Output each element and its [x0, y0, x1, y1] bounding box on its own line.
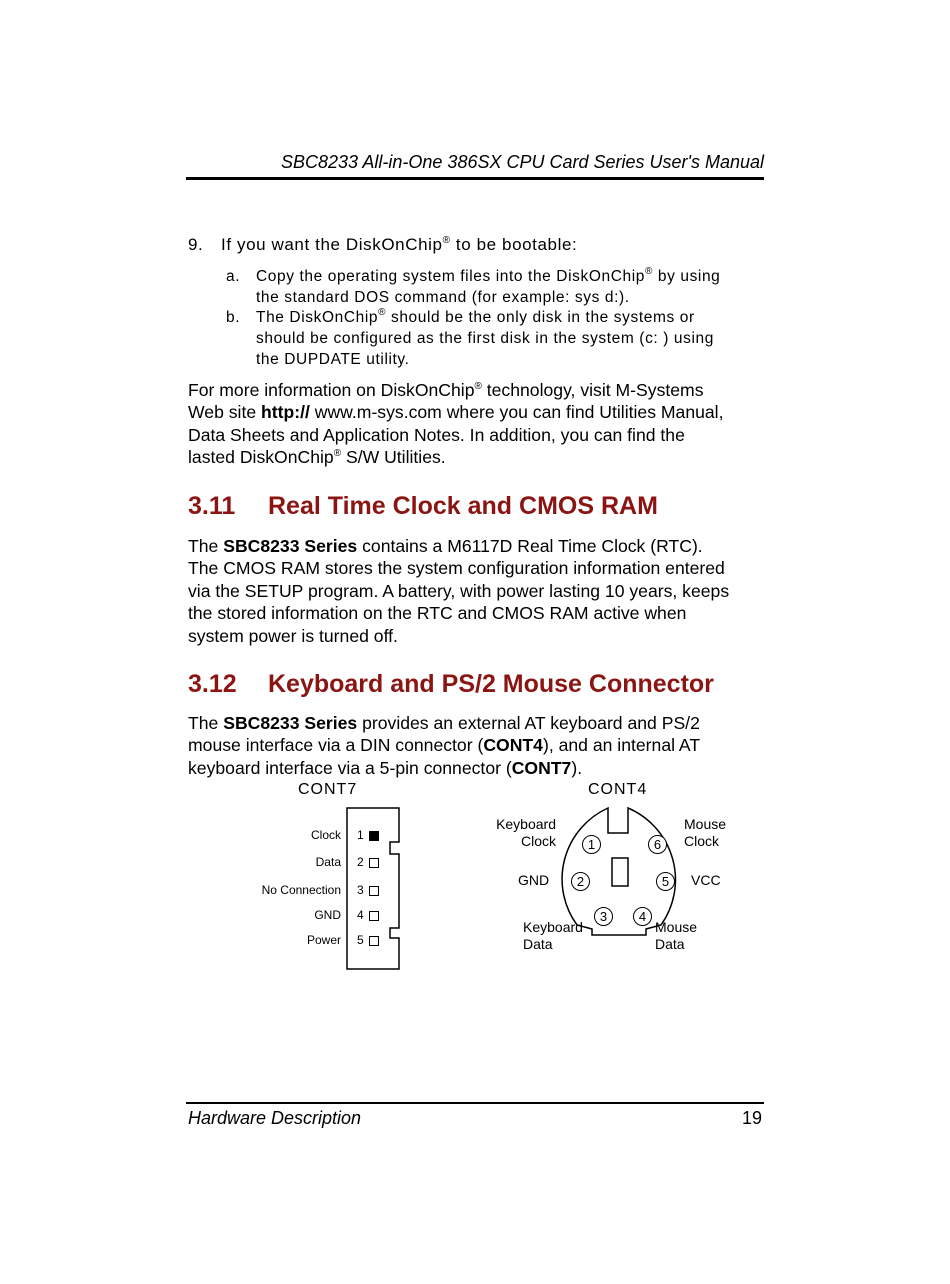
cont4-mouse-data-label: Mouse Data — [655, 919, 698, 952]
cont7-pin-4-pad — [369, 911, 379, 921]
cont4-pin-3: 3 — [594, 907, 613, 926]
section-3-11-heading: 3.11 Real Time Clock and CMOS RAM — [188, 492, 658, 520]
cont4-pin-5: 5 — [656, 872, 675, 891]
cont7-pin-2-pad — [369, 858, 379, 868]
section-3-12-body: The SBC8233 Series provides an external AT keyboard and PS/2 mouse interface via a DIN connector (CONT4), and an internal AT keyboard interface via a 5-pin connector (CONT7). — [188, 713, 701, 778]
cont7-pin-2-number: 2 — [357, 855, 364, 869]
cont4-gnd-label: GND — [518, 872, 550, 888]
cont4-pin-4: 4 — [633, 907, 652, 926]
cont4-vcc-label: VCC — [691, 872, 721, 888]
cont7-title: CONT7 — [298, 781, 358, 798]
cont4-pin-6: 6 — [648, 835, 667, 854]
header-rule — [186, 177, 764, 180]
diskonchip-info-paragraph: For more information on DiskOnChip® technology, visit M-Systems Web site http:// www.m-sys.com where you can find Utilities Manual, Data Sheets and Application Notes. In addition, you can find the lasted DiskOnChip® S/W Utilities. — [188, 380, 724, 468]
cont7-pin-5-label: Power — [306, 933, 341, 947]
footer-section-name: Hardware Description — [188, 1108, 362, 1128]
cont7-pin-1-label: Clock — [310, 828, 341, 842]
cont7-pin-5-number: 5 — [357, 933, 364, 947]
cont4-title: CONT4 — [588, 781, 648, 798]
section-3-11-body: The SBC8233 Series contains a M6117D Real Time Clock (RTC). The CMOS RAM stores the system configuration information entered via the SETUP program. A battery, with power lasting 10 years, keeps the stored information on the RTC and CMOS RAM active when system power is turned off. — [188, 536, 730, 646]
cont7-pin-5-pad — [369, 936, 379, 946]
footer-rule — [186, 1102, 764, 1104]
cont4-keyboard-data-label: Keyboard Data — [523, 919, 583, 952]
running-header: SBC8233 All-in-One 386SX CPU Card Series User's Manual — [281, 152, 764, 172]
cont7-pin-1-square-pad — [369, 831, 379, 841]
cont7-pin-1-number: 1 — [357, 828, 364, 842]
step-9-text: If you want the DiskOnChip® to be bootable: — [221, 235, 578, 254]
cont7-pin-4-number: 4 — [357, 908, 364, 922]
cont7-pin-3-pad — [369, 886, 379, 896]
page-number: 19 — [741, 1108, 762, 1128]
section-3-12-heading: 3.12 Keyboard and PS/2 Mouse Connector — [188, 670, 714, 698]
cont7-pin-3-number: 3 — [357, 883, 364, 897]
cont4-keyboard-clock-label: Keyboard Clock — [496, 816, 556, 849]
cont7-pin-2-label: Data — [315, 855, 341, 869]
substep-a-marker: a. — [226, 268, 241, 285]
substep-b-marker: b. — [226, 309, 241, 326]
step-9-number: 9. — [188, 235, 204, 254]
cont7-pin-4-label: GND — [314, 908, 341, 922]
substep-b-text: The DiskOnChip® should be the only disk in the systems or should be configured as the first disk in the system (c: ) using the DUPDATE utility. — [256, 307, 714, 368]
cont4-pin-1: 1 — [582, 835, 601, 854]
cont4-mouse-clock-label: Mouse Clock — [684, 816, 727, 849]
substep-a-text: Copy the operating system files into the DiskOnChip® by using the standard DOS command (for example: sys d:). — [256, 266, 721, 306]
cont7-pin-3-label: No Connection — [261, 883, 341, 897]
cont4-pin-2: 2 — [571, 872, 590, 891]
